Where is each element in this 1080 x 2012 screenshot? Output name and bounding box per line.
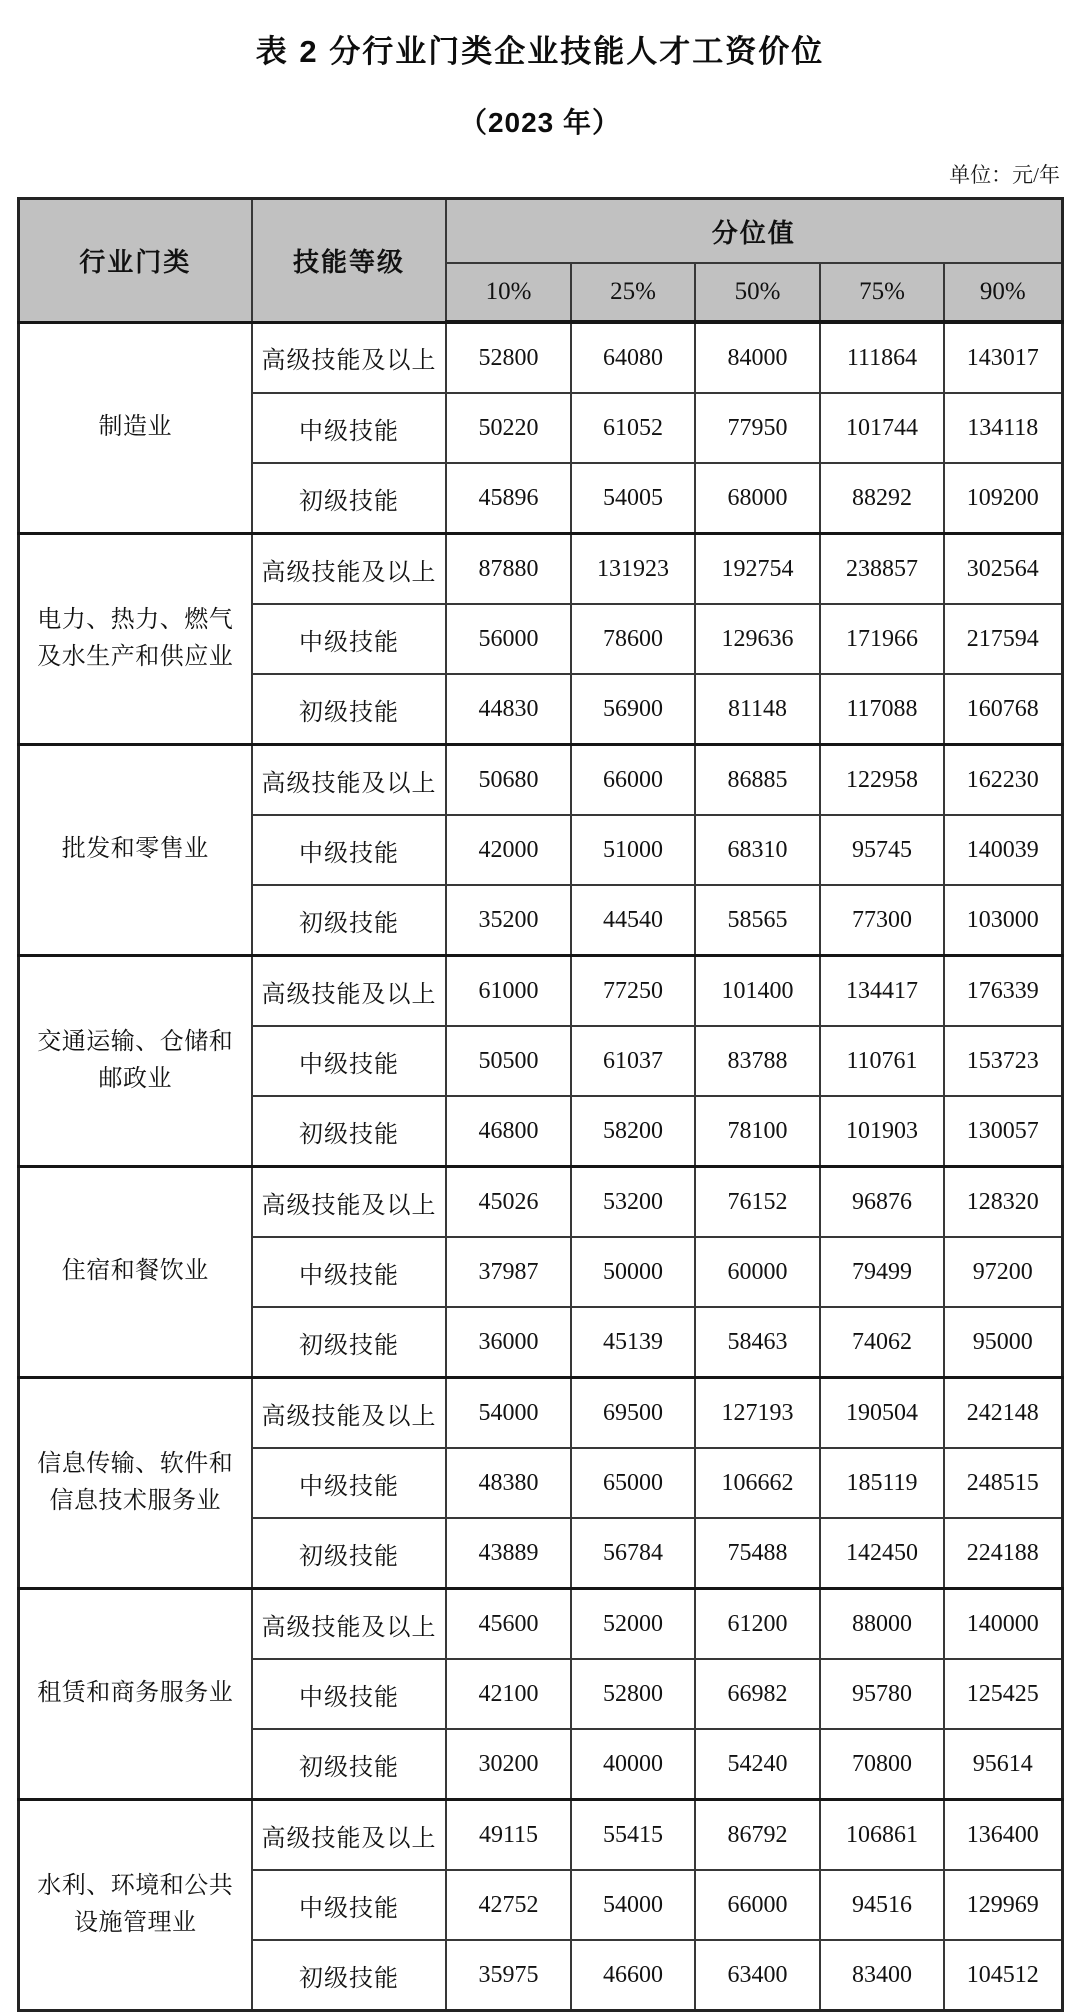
- skill-level-label: 高级技能及以上: [252, 534, 446, 605]
- wage-value: 37987: [446, 1237, 571, 1307]
- skill-level-label: 高级技能及以上: [252, 322, 446, 393]
- wage-value: 61037: [571, 1026, 695, 1096]
- wage-value: 142450: [820, 1518, 944, 1589]
- wage-value: 69500: [571, 1378, 695, 1449]
- wage-value: 54000: [571, 1870, 695, 1940]
- wage-value: 46600: [571, 1940, 695, 2011]
- wage-value: 54240: [695, 1729, 820, 1800]
- wage-value: 77250: [571, 956, 695, 1027]
- wage-value: 77950: [695, 393, 820, 463]
- wage-value: 88292: [820, 463, 944, 534]
- industry-name: 批发和零售业: [18, 745, 252, 956]
- skill-level-label: 中级技能: [252, 1237, 446, 1307]
- skill-level-label: 中级技能: [252, 1659, 446, 1729]
- column-header-p90: 90%: [944, 263, 1062, 322]
- wage-value: 104512: [944, 1940, 1062, 2011]
- wage-value: 136400: [944, 1800, 1062, 1871]
- skill-level-label: 高级技能及以上: [252, 1589, 446, 1660]
- skill-level-label: 中级技能: [252, 604, 446, 674]
- industry-name: 交通运输、仓储和邮政业: [18, 956, 252, 1167]
- industry-name: 制造业: [18, 322, 252, 534]
- wage-value: 70800: [820, 1729, 944, 1800]
- wage-value: 52000: [571, 1589, 695, 1660]
- industry-name: 租赁和商务服务业: [18, 1589, 252, 1800]
- wage-value: 101400: [695, 956, 820, 1027]
- wage-value: 50500: [446, 1026, 571, 1096]
- industry-name: 水利、环境和公共设施管理业: [18, 1800, 252, 2011]
- wage-value: 109200: [944, 463, 1062, 534]
- wage-value: 63400: [695, 1940, 820, 2011]
- wage-value: 134118: [944, 393, 1062, 463]
- table-body: [18, 322, 1062, 2011]
- wage-value: 53200: [571, 1167, 695, 1238]
- wage-value: 43889: [446, 1518, 571, 1589]
- wage-value: 66000: [695, 1870, 820, 1940]
- wage-value: 50680: [446, 745, 571, 816]
- wage-value: 45139: [571, 1307, 695, 1378]
- wage-value: 190504: [820, 1378, 944, 1449]
- column-header-p25: 25%: [571, 263, 695, 322]
- wage-value: 56000: [446, 604, 571, 674]
- wage-value: 129969: [944, 1870, 1062, 1940]
- wage-value: 75488: [695, 1518, 820, 1589]
- wage-value: 46800: [446, 1096, 571, 1167]
- wage-value: 54005: [571, 463, 695, 534]
- wage-value: 52800: [571, 1659, 695, 1729]
- wage-value: 88000: [820, 1589, 944, 1660]
- table-row: [18, 745, 1062, 816]
- skill-level-label: 高级技能及以上: [252, 1167, 446, 1238]
- wage-value: 45600: [446, 1589, 571, 1660]
- wage-value: 44830: [446, 674, 571, 745]
- wage-value: 68000: [695, 463, 820, 534]
- skill-level-label: 初级技能: [252, 674, 446, 745]
- wage-value: 86885: [695, 745, 820, 816]
- wage-value: 45026: [446, 1167, 571, 1238]
- wage-value: 40000: [571, 1729, 695, 1800]
- skill-level-label: 中级技能: [252, 1448, 446, 1518]
- column-header-p50: 50%: [695, 263, 820, 322]
- table-title: 表 2 分行业门类企业技能人才工资价位: [255, 34, 825, 69]
- wage-value: 79499: [820, 1237, 944, 1307]
- wage-value: 84000: [695, 322, 820, 393]
- wage-value: 217594: [944, 604, 1062, 674]
- table-row: [18, 1589, 1062, 1660]
- wage-value: 30200: [446, 1729, 571, 1800]
- wage-value: 78100: [695, 1096, 820, 1167]
- wage-value: 68310: [695, 815, 820, 885]
- wage-value: 51000: [571, 815, 695, 885]
- wage-value: 224188: [944, 1518, 1062, 1589]
- wage-value: 248515: [944, 1448, 1062, 1518]
- wage-table: [17, 197, 1064, 2012]
- wage-value: 97200: [944, 1237, 1062, 1307]
- wage-value: 95745: [820, 815, 944, 885]
- skill-level-label: 高级技能及以上: [252, 745, 446, 816]
- skill-level-label: 高级技能及以上: [252, 1378, 446, 1449]
- column-header-percentile-group: 分位值: [446, 199, 1062, 264]
- table-row: [18, 322, 1062, 393]
- wage-value: 162230: [944, 745, 1062, 816]
- table-subtitle: （2023 年）: [458, 107, 622, 138]
- wage-value: 302564: [944, 534, 1062, 605]
- wage-value: 125425: [944, 1659, 1062, 1729]
- wage-value: 130057: [944, 1096, 1062, 1167]
- wage-value: 42100: [446, 1659, 571, 1729]
- wage-value: 52800: [446, 322, 571, 393]
- skill-level-label: 初级技能: [252, 885, 446, 956]
- wage-value: 242148: [944, 1378, 1062, 1449]
- wage-value: 94516: [820, 1870, 944, 1940]
- skill-level-label: 初级技能: [252, 1518, 446, 1589]
- wage-value: 101903: [820, 1096, 944, 1167]
- table-row: [18, 956, 1062, 1027]
- wage-value: 171966: [820, 604, 944, 674]
- skill-level-label: 初级技能: [252, 1729, 446, 1800]
- wage-value: 78600: [571, 604, 695, 674]
- wage-value: 122958: [820, 745, 944, 816]
- wage-value: 55415: [571, 1800, 695, 1871]
- table-row: [18, 1167, 1062, 1238]
- wage-value: 140039: [944, 815, 1062, 885]
- wage-value: 45896: [446, 463, 571, 534]
- wage-value: 42752: [446, 1870, 571, 1940]
- wage-value: 87880: [446, 534, 571, 605]
- wage-value: 60000: [695, 1237, 820, 1307]
- wage-value: 106662: [695, 1448, 820, 1518]
- table-row: [18, 1378, 1062, 1449]
- wage-value: 129636: [695, 604, 820, 674]
- wage-value: 58565: [695, 885, 820, 956]
- wage-value: 48380: [446, 1448, 571, 1518]
- wage-value: 95000: [944, 1307, 1062, 1378]
- wage-value: 50220: [446, 393, 571, 463]
- wage-value: 76152: [695, 1167, 820, 1238]
- wage-value: 106861: [820, 1800, 944, 1871]
- wage-value: 95780: [820, 1659, 944, 1729]
- wage-value: 131923: [571, 534, 695, 605]
- wage-value: 66000: [571, 745, 695, 816]
- wage-value: 103000: [944, 885, 1062, 956]
- wage-value: 128320: [944, 1167, 1062, 1238]
- industry-name: 住宿和餐饮业: [18, 1167, 252, 1378]
- wage-value: 81148: [695, 674, 820, 745]
- skill-level-label: 高级技能及以上: [252, 1800, 446, 1871]
- wage-value: 95614: [944, 1729, 1062, 1800]
- wage-value: 185119: [820, 1448, 944, 1518]
- skill-level-label: 高级技能及以上: [252, 956, 446, 1027]
- wage-value: 54000: [446, 1378, 571, 1449]
- wage-value: 50000: [571, 1237, 695, 1307]
- wage-value: 66982: [695, 1659, 820, 1729]
- wage-value: 238857: [820, 534, 944, 605]
- skill-level-label: 中级技能: [252, 815, 446, 885]
- wage-value: 140000: [944, 1589, 1062, 1660]
- wage-value: 111864: [820, 322, 944, 393]
- wage-value: 36000: [446, 1307, 571, 1378]
- wage-value: 65000: [571, 1448, 695, 1518]
- header-row-main: [18, 199, 1062, 264]
- wage-value: 58200: [571, 1096, 695, 1167]
- wage-value: 42000: [446, 815, 571, 885]
- wage-value: 35975: [446, 1940, 571, 2011]
- skill-level-label: 初级技能: [252, 1307, 446, 1378]
- skill-level-label: 中级技能: [252, 1870, 446, 1940]
- wage-value: 83788: [695, 1026, 820, 1096]
- wage-value: 77300: [820, 885, 944, 956]
- wage-value: 74062: [820, 1307, 944, 1378]
- table-row: [18, 1800, 1062, 1871]
- industry-name: 电力、热力、燃气及水生产和供应业: [18, 534, 252, 745]
- table-row: [18, 534, 1062, 605]
- wage-value: 56900: [571, 674, 695, 745]
- wage-value: 192754: [695, 534, 820, 605]
- unit-label: 单位：元/年: [949, 163, 1060, 187]
- wage-value: 134417: [820, 956, 944, 1027]
- skill-level-label: 初级技能: [252, 1940, 446, 2011]
- wage-value: 101744: [820, 393, 944, 463]
- wage-value: 64080: [571, 322, 695, 393]
- industry-name: 信息传输、软件和信息技术服务业: [18, 1378, 252, 1589]
- wage-value: 117088: [820, 674, 944, 745]
- skill-level-label: 中级技能: [252, 393, 446, 463]
- wage-value: 61052: [571, 393, 695, 463]
- wage-value: 160768: [944, 674, 1062, 745]
- wage-value: 61200: [695, 1589, 820, 1660]
- wage-value: 44540: [571, 885, 695, 956]
- wage-value: 127193: [695, 1378, 820, 1449]
- skill-level-label: 初级技能: [252, 463, 446, 534]
- wage-value: 153723: [944, 1026, 1062, 1096]
- wage-value: 176339: [944, 956, 1062, 1027]
- column-header-p75: 75%: [820, 263, 944, 322]
- column-header-p10: 10%: [446, 263, 571, 322]
- skill-level-label: 中级技能: [252, 1026, 446, 1096]
- wage-value: 58463: [695, 1307, 820, 1378]
- wage-value: 110761: [820, 1026, 944, 1096]
- wage-value: 56784: [571, 1518, 695, 1589]
- wage-value: 86792: [695, 1800, 820, 1871]
- column-header-industry: 行业门类: [18, 199, 252, 323]
- wage-value: 83400: [820, 1940, 944, 2011]
- document-page: [0, 26, 1080, 2012]
- column-header-skill-level: 技能等级: [252, 199, 446, 323]
- wage-value: 35200: [446, 885, 571, 956]
- skill-level-label: 初级技能: [252, 1096, 446, 1167]
- wage-value: 96876: [820, 1167, 944, 1238]
- table-header: [18, 199, 1062, 323]
- wage-value: 143017: [944, 322, 1062, 393]
- wage-value: 61000: [446, 956, 571, 1027]
- wage-value: 49115: [446, 1800, 571, 1871]
